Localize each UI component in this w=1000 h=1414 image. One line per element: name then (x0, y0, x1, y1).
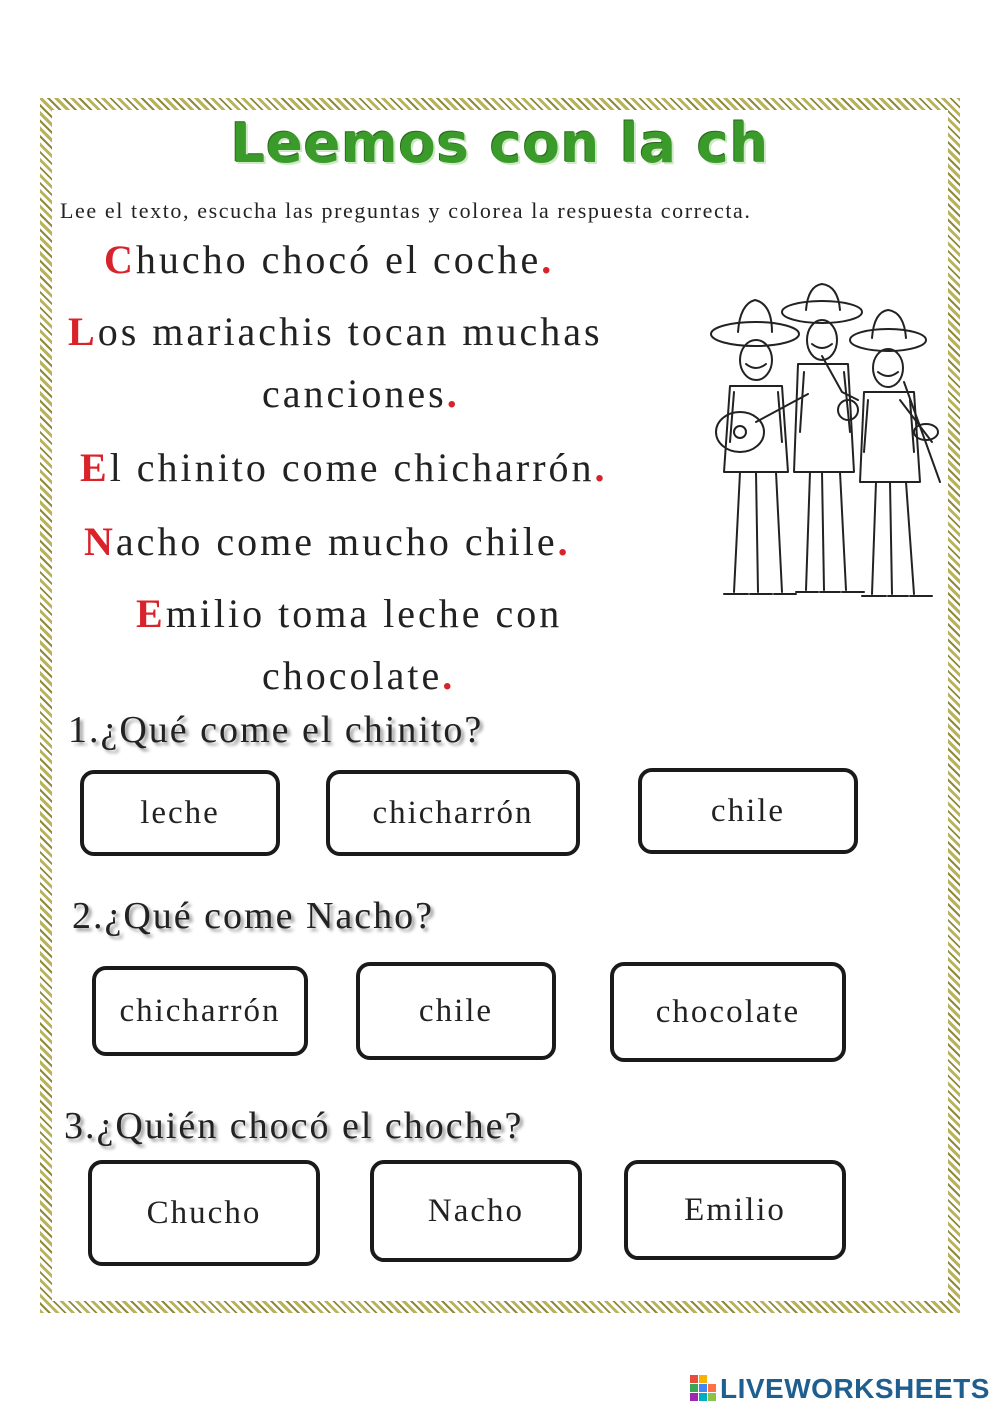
q2-option-chile[interactable]: chile (356, 962, 556, 1060)
question-1: 1.¿Qué come el chinito? (68, 709, 484, 751)
liveworksheets-logo-icon (690, 1375, 716, 1403)
q1-option-chicharron[interactable]: chicharrón (326, 770, 580, 856)
mariachis-illustration-icon (700, 282, 945, 612)
q2-option-chicharron[interactable]: chicharrón (92, 966, 308, 1056)
sentence-5: Emilio toma leche con (136, 591, 563, 636)
liveworksheets-logo-text: LIVEWORKSHEETS (720, 1373, 990, 1404)
sentence-2-continued: canciones. (262, 371, 460, 416)
question-2: 2.¿Qué come Nacho? (72, 895, 435, 937)
q2-option-chocolate[interactable]: chocolate (610, 962, 846, 1062)
sentence-5-continued: chocolate. (262, 653, 456, 698)
q3-option-emilio[interactable]: Emilio (624, 1160, 846, 1260)
q3-option-nacho[interactable]: Nacho (370, 1160, 582, 1262)
question-3: 3.¿Quién chocó el choche? (64, 1105, 524, 1147)
sentence-1: Chucho chocó el coche. (104, 237, 555, 282)
instruction-text: Lee el texto, escucha las preguntas y colorea la respuesta correcta. (60, 198, 752, 223)
sentence-2: Los mariachis tocan muchas (68, 309, 603, 354)
sentence-4: Nacho come mucho chile. (84, 519, 571, 564)
sentence-3: El chinito come chicharrón. (80, 445, 608, 490)
q1-option-leche[interactable]: leche (80, 770, 280, 856)
q1-option-chile[interactable]: chile (638, 768, 858, 854)
liveworksheets-logo (690, 1372, 990, 1406)
q3-option-chucho[interactable]: Chucho (88, 1160, 320, 1266)
page-title: Leemos con la ch (230, 112, 770, 175)
